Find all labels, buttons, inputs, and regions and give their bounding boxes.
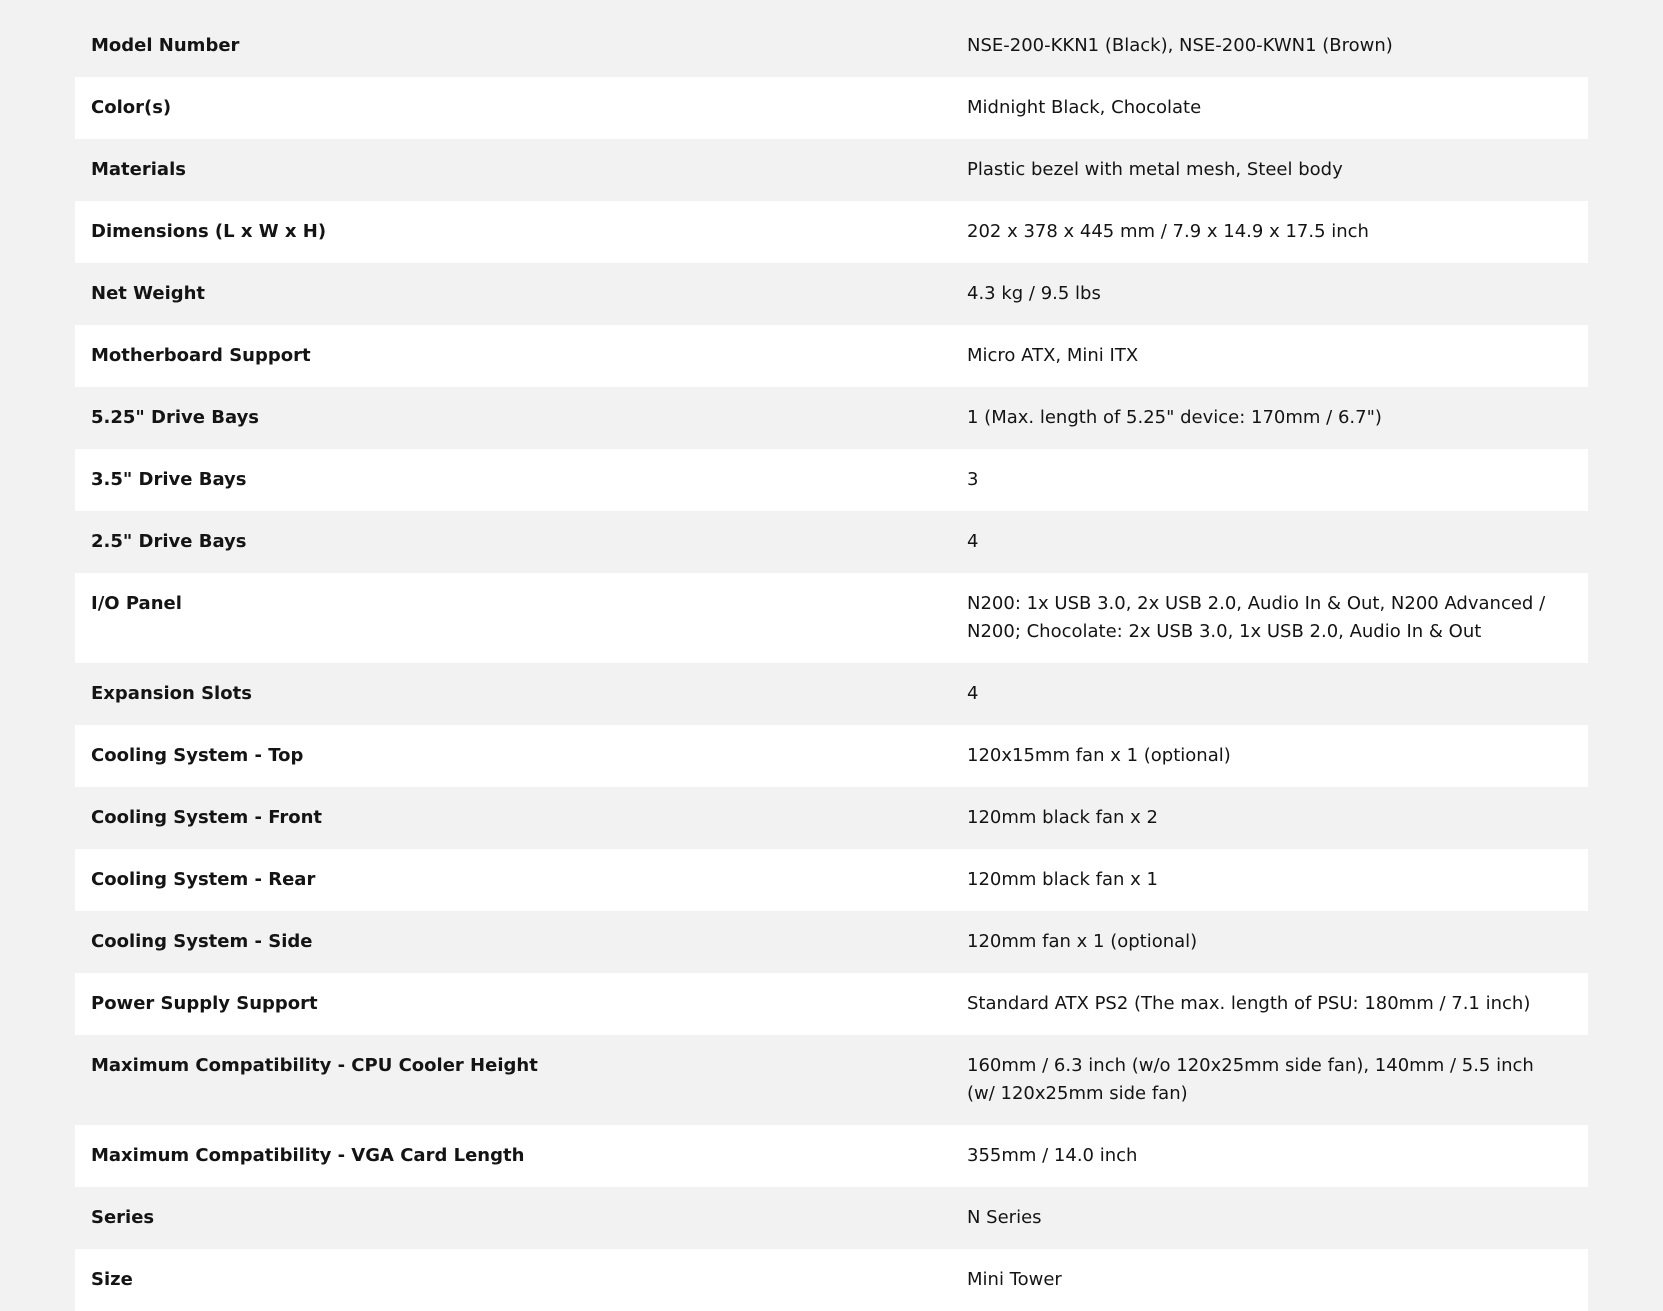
spec-row [75,973,1588,1035]
spec-row [75,77,1588,139]
spec-row [75,725,1588,787]
spec-label: Power Supply Support [91,993,318,1014]
spec-label: Series [91,1207,155,1228]
spec-label: Cooling System - Side [91,931,313,952]
spec-label: Cooling System - Top [91,745,304,766]
spec-value: 4 [967,683,979,704]
spec-value: Mini Tower [967,1269,1062,1290]
spec-label: Maximum Compatibility - VGA Card Length [91,1145,525,1166]
spec-label: 5.25" Drive Bays [91,407,260,428]
spec-row [75,787,1588,849]
spec-label: Dimensions (L x W x H) [91,221,327,242]
spec-value: 4 [967,531,979,552]
spec-label: I/O Panel [91,593,182,614]
spec-row [75,849,1588,911]
spec-row [75,387,1588,449]
spec-row [75,1187,1588,1249]
spec-row [75,511,1588,573]
spec-label: Size [91,1269,133,1290]
spec-label: Expansion Slots [91,683,252,704]
spec-value: NSE-200-KKN1 (Black), NSE-200-KWN1 (Brown) [967,35,1393,56]
spec-row [75,139,1588,201]
spec-row [75,911,1588,973]
spec-row [75,663,1588,725]
spec-value: N Series [967,1207,1042,1228]
spec-value: 202 x 378 x 445 mm / 7.9 x 14.9 x 17.5 inch [967,221,1369,242]
spec-label: Cooling System - Front [91,807,323,828]
spec-row [75,1249,1588,1311]
spec-value: Standard ATX PS2 (The max. length of PSU: 180mm / 7.1 inch) [967,993,1531,1014]
spec-value: Midnight Black, Chocolate [967,97,1202,118]
spec-row [75,325,1588,387]
spec-value: 4.3 kg / 9.5 lbs [967,283,1101,304]
spec-label: Model Number [91,35,240,56]
spec-label: Cooling System - Rear [91,869,316,890]
spec-label: Maximum Compatibility - CPU Cooler Height [91,1055,538,1076]
spec-row [75,449,1588,511]
spec-value: Micro ATX, Mini ITX [967,345,1139,366]
spec-label: Motherboard Support [91,345,311,366]
spec-label: 2.5" Drive Bays [91,531,247,552]
spec-value: N200: 1x USB 3.0, 2x USB 2.0, Audio In & Out, N200 Advanced / N200; Chocolate: 2x USB 3.0, 1x USB 2.0, Audio In & Out [967,593,1546,642]
spec-value: 1 (Max. length of 5.25" device: 170mm / 6.7") [967,407,1382,428]
spec-row [75,263,1588,325]
spec-value: 160mm / 6.3 inch (w/o 120x25mm side fan), 140mm / 5.5 inch (w/ 120x25mm side fan) [967,1055,1534,1104]
spec-value: 120mm black fan x 1 [967,869,1158,890]
spec-row [75,573,1588,663]
spec-label: 3.5" Drive Bays [91,469,247,490]
spec-value: 120mm black fan x 2 [967,807,1158,828]
spec-table [75,15,1588,1311]
spec-value: 355mm / 14.0 inch [967,1145,1138,1166]
spec-row [75,1125,1588,1187]
spec-value: 3 [967,469,979,490]
spec-label: Materials [91,159,186,180]
spec-label: Color(s) [91,97,172,118]
spec-value: Plastic bezel with metal mesh, Steel body [967,159,1343,180]
spec-row [75,15,1588,77]
spec-label: Net Weight [91,283,206,304]
spec-value: 120x15mm fan x 1 (optional) [967,745,1231,766]
spec-value: 120mm fan x 1 (optional) [967,931,1198,952]
spec-row [75,201,1588,263]
spec-row [75,1035,1588,1125]
